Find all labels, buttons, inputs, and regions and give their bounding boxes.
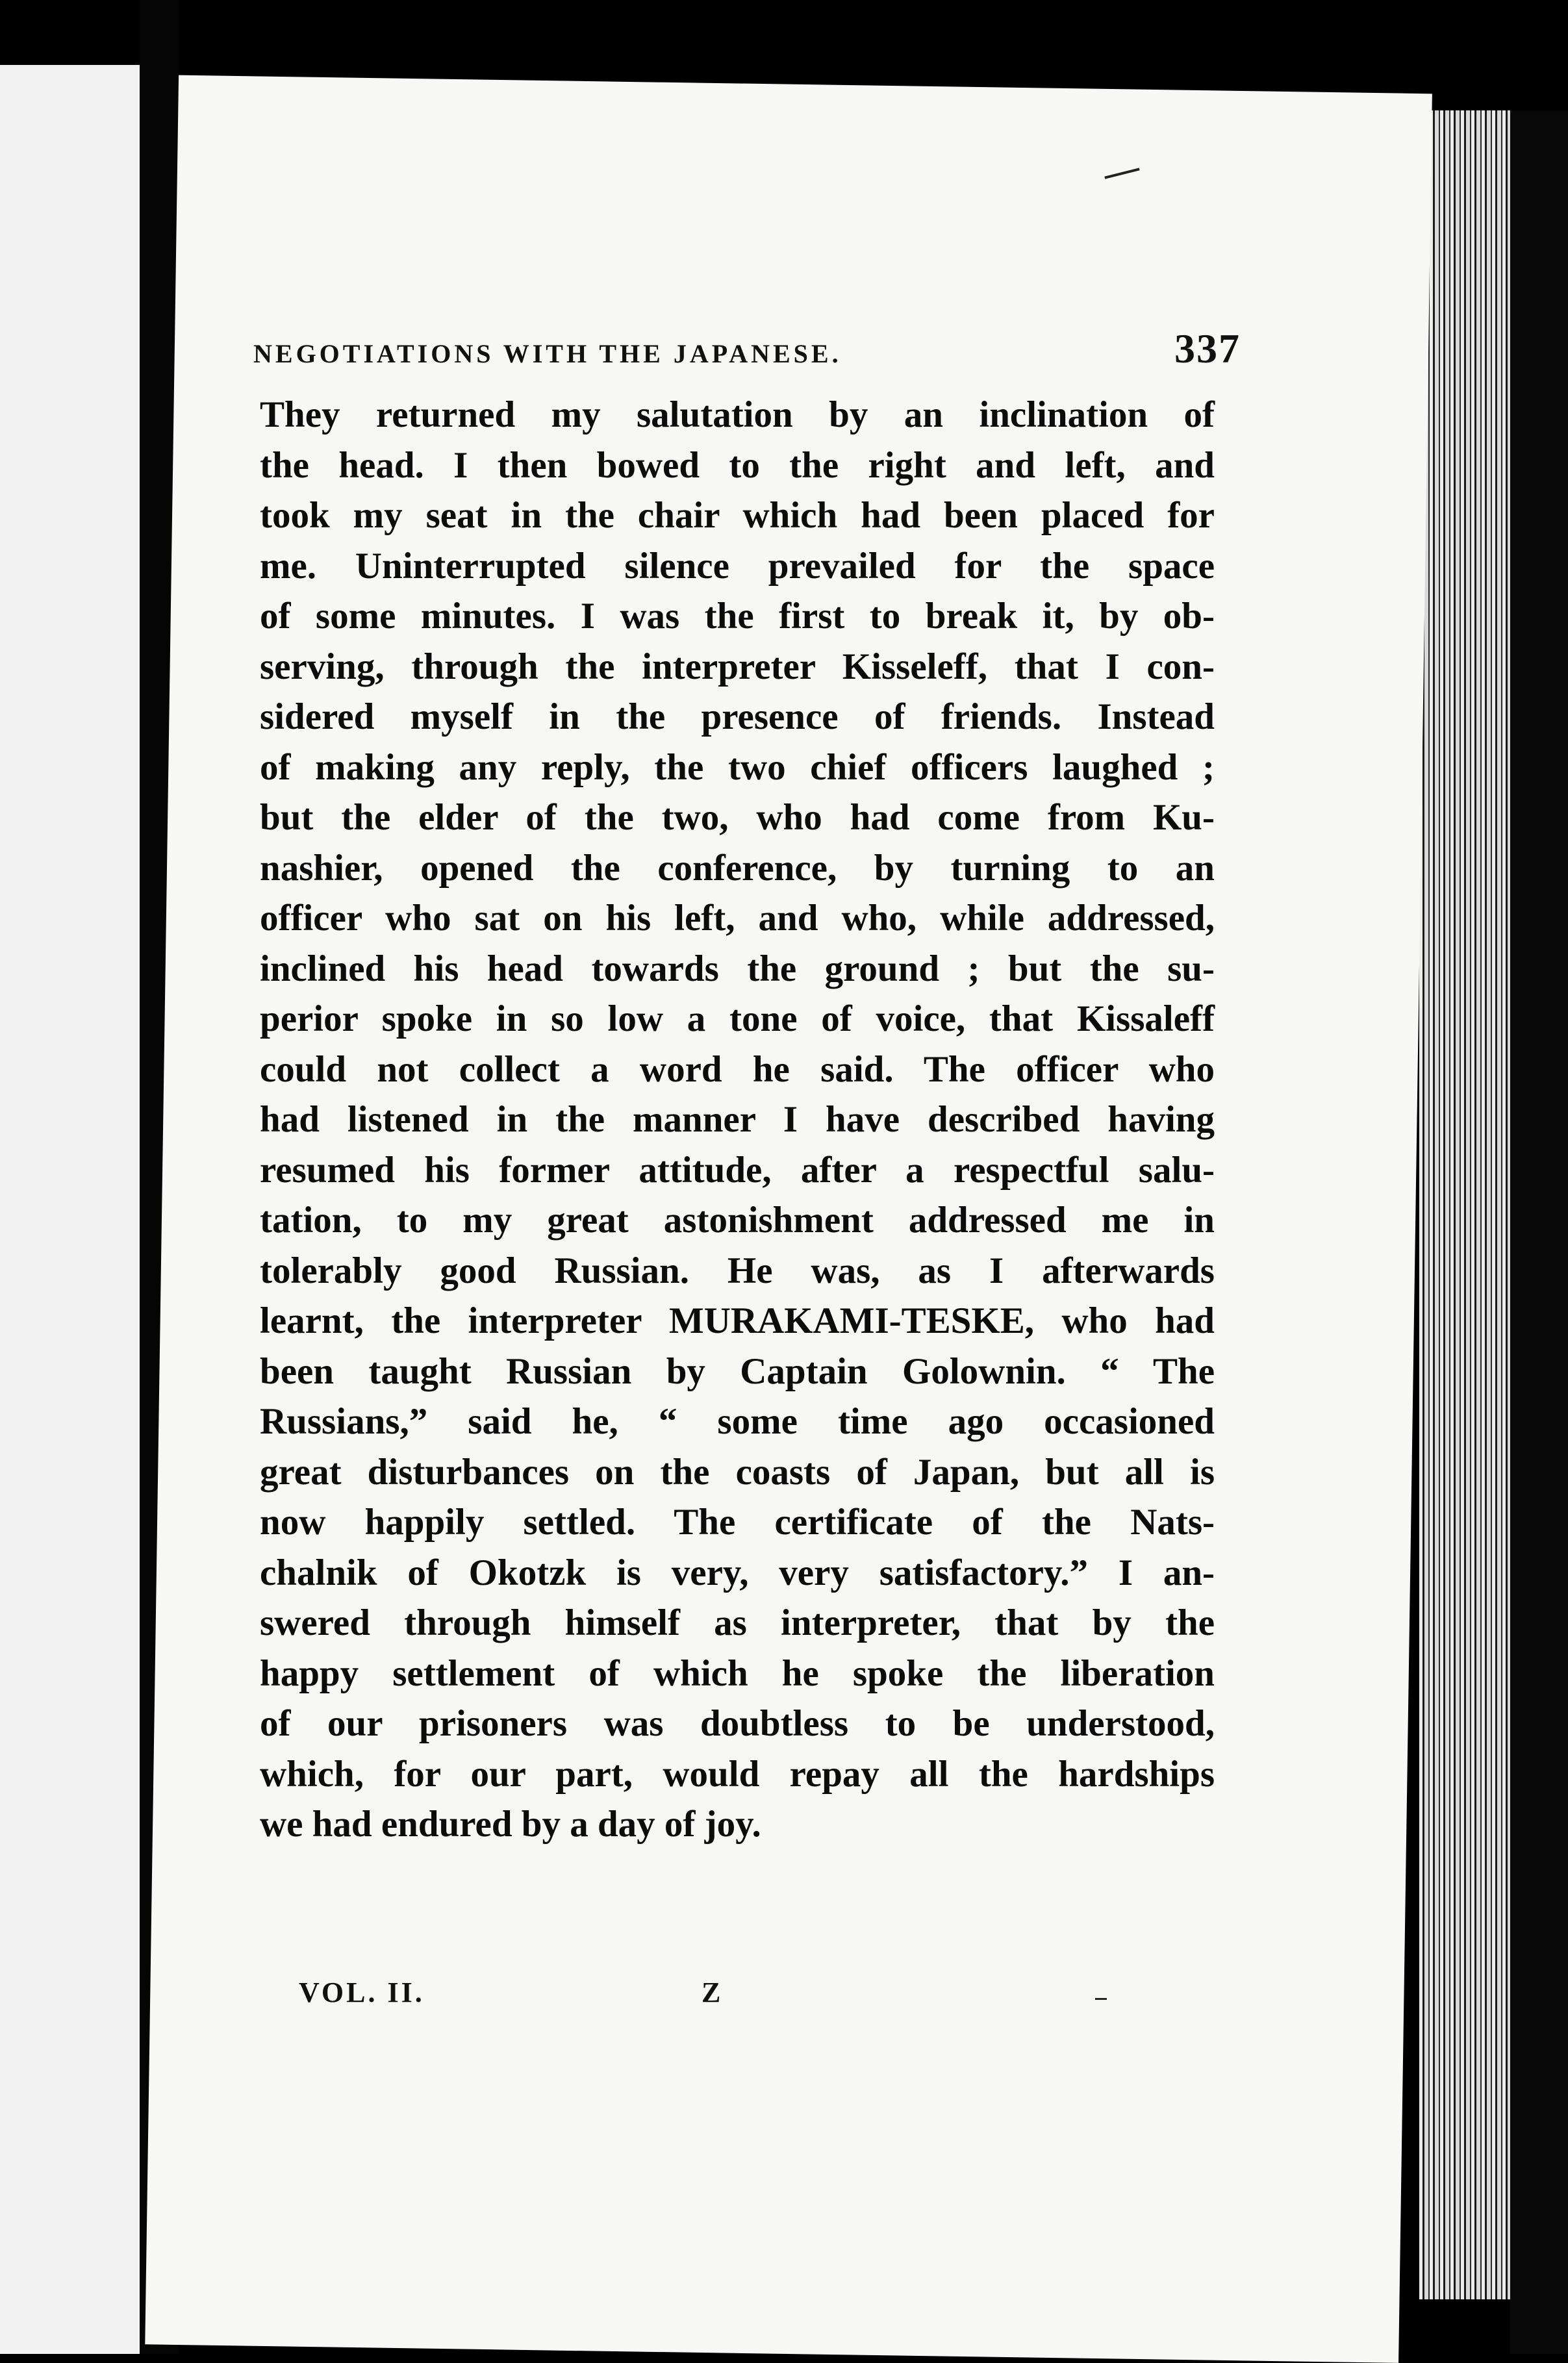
adjacent-page	[0, 65, 140, 2354]
text-line: the head. I then bowed to the right and left, and	[260, 444, 1215, 486]
text-line: of making any reply, the two chief officers laughed ;	[260, 746, 1215, 788]
body-text	[260, 390, 1215, 1850]
running-head: NEGOTIATIONS WITH THE JAPANESE.	[253, 339, 842, 368]
text-line: tation, to my great astonishment addressed me in	[260, 1200, 1215, 1241]
text-line: sidered myself in the presence of friends. Instead	[260, 696, 1215, 737]
signature-mark: Z	[702, 1977, 721, 2008]
text-line: of some minutes. I was the first to break it, by ob-	[260, 596, 1215, 637]
text-line: inclined his head towards the ground ; but the su-	[260, 948, 1215, 989]
book-cover-edge	[1510, 110, 1568, 2354]
volume-label: VOL. II.	[299, 1977, 425, 2008]
text-line: Russians,” said he, “ some time ago occasioned	[260, 1401, 1215, 1442]
text-line: had listened in the manner I have described having	[260, 1099, 1215, 1140]
text-line: great disturbances on the coasts of Japan, but all is	[260, 1451, 1215, 1493]
text-line: tolerably good Russian. He was, as I afterwards	[260, 1250, 1215, 1291]
page-number: 337	[1174, 325, 1241, 372]
text-line: chalnik of Okotzk is very, very satisfactory.” I an-	[260, 1552, 1215, 1593]
text-line: nashier, opened the conference, by turning to an	[260, 847, 1215, 889]
text-line: been taught Russian by Captain Golownin. “ The	[260, 1350, 1215, 1392]
text-line: me. Uninterrupted silence prevailed for the space	[260, 545, 1215, 587]
text-line: perior spoke in so low a tone of voice, that Kissaleff	[260, 998, 1215, 1039]
text-line: took my seat in the chair which had been placed for	[260, 495, 1215, 536]
text-line: officer who sat on his left, and who, while addressed,	[260, 898, 1215, 939]
text-line: swered through himself as interpreter, that by the	[260, 1602, 1215, 1643]
text-line: resumed his former attitude, after a respectful salu-	[260, 1149, 1215, 1191]
text-line: serving, through the interpreter Kisseleff, that I con-	[260, 646, 1215, 687]
text-line: happy settlement of which he spoke the liberation	[260, 1652, 1215, 1694]
text-line: of our prisoners was doubtless to be understood,	[260, 1703, 1215, 1744]
text-line: we had endured by a day of joy.	[260, 1804, 761, 1845]
page-edges	[1419, 110, 1510, 2299]
text-line: They returned my salutation by an inclination of	[260, 394, 1215, 435]
text-line: but the elder of the two, who had come from Ku-	[260, 797, 1215, 838]
footer-dash	[1095, 1998, 1107, 2000]
text-line: learnt, the interpreter MURAKAMI-TESKE, who had	[260, 1300, 1215, 1341]
page-header	[253, 325, 1241, 373]
text-line: could not collect a word he said. The officer who	[260, 1048, 1215, 1090]
text-line: which, for our part, would repay all the hardships	[260, 1753, 1215, 1795]
text-line: now happily settled. The certificate of the Nats-	[260, 1502, 1215, 1543]
